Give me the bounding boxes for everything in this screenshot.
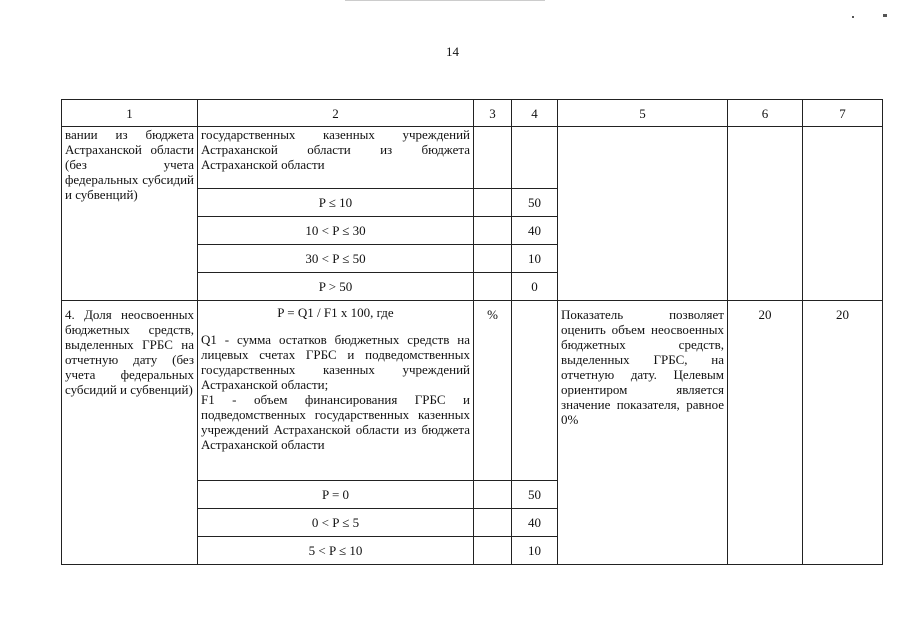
header-cell: 2 bbox=[198, 100, 474, 127]
score-cell bbox=[512, 127, 558, 189]
top-scan-line bbox=[345, 0, 545, 2]
header-cell: 6 bbox=[728, 100, 803, 127]
scan-speck bbox=[883, 14, 887, 17]
unit-cell bbox=[474, 273, 512, 301]
unit-cell bbox=[474, 217, 512, 245]
header-cell: 4 bbox=[512, 100, 558, 127]
indicator-name-cell: вании из бюджета Астраханской области (без учета федеральных субсидий и субвенций) bbox=[62, 127, 198, 301]
condition-cell: P ≤ 10 bbox=[198, 189, 474, 217]
weight-cell bbox=[803, 127, 883, 301]
page-number: 14 bbox=[446, 44, 459, 59]
header-cell: 1 bbox=[62, 100, 198, 127]
description-cell bbox=[558, 127, 728, 301]
unit-cell bbox=[474, 189, 512, 217]
indicator-name-cell: 4. Доля неосвоенных бюджетных средств, выделенных ГРБС на отчетную дату (без учета федеральных субсидий и субвенций) bbox=[62, 301, 198, 565]
formula: P = Q1 / F1 x 100, где bbox=[277, 305, 394, 320]
weight-cell bbox=[728, 127, 803, 301]
condition-cell: P = 0 bbox=[198, 481, 474, 509]
header-cell: 3 bbox=[474, 100, 512, 127]
weight-cell: 20 bbox=[728, 301, 803, 565]
score-cell: 50 bbox=[512, 189, 558, 217]
score-cell: 40 bbox=[512, 217, 558, 245]
table-row bbox=[62, 127, 883, 189]
unit-cell bbox=[474, 481, 512, 509]
unit-cell bbox=[474, 537, 512, 565]
table-row bbox=[62, 301, 883, 481]
score-cell: 0 bbox=[512, 273, 558, 301]
q-description: Q1 - сумма остатков бюджетных средств на лицевых счетах ГРБС и подведомственных государственных казенных учреждений Астраханской области; bbox=[201, 332, 470, 392]
header-cell: 7 bbox=[803, 100, 883, 127]
condition-cell: 10 < P ≤ 30 bbox=[198, 217, 474, 245]
condition-cell: 5 < P ≤ 10 bbox=[198, 537, 474, 565]
score-cell: 50 bbox=[512, 481, 558, 509]
score-cell bbox=[512, 301, 558, 481]
weight-cell: 20 bbox=[803, 301, 883, 565]
condition-cell: P > 50 bbox=[198, 273, 474, 301]
unit-cell bbox=[474, 127, 512, 189]
score-cell: 10 bbox=[512, 245, 558, 273]
method-cell: государственных казенных учреждений Астраханской области из бюджета Астраханской области bbox=[198, 127, 474, 189]
condition-cell: 30 < P ≤ 50 bbox=[198, 245, 474, 273]
unit-cell bbox=[474, 509, 512, 537]
scan-speck bbox=[852, 16, 854, 18]
method-cell bbox=[198, 301, 474, 481]
f-description: F1 - объем финансирования ГРБС и подведомственных государственных казенных учреждений Астраханской области из бюджета Астраханской области bbox=[201, 392, 470, 452]
criteria-table bbox=[61, 99, 883, 565]
score-cell: 10 bbox=[512, 537, 558, 565]
unit-cell bbox=[474, 245, 512, 273]
unit-cell: % bbox=[474, 301, 512, 481]
condition-cell: 0 < P ≤ 5 bbox=[198, 509, 474, 537]
header-row bbox=[62, 100, 883, 127]
description-cell: Показатель позволяет оценить объем неосвоенных бюджетных средств, выделенных ГРБС, на отчетную дату. Целевым ориентиром является значение показателя, равное 0% bbox=[558, 301, 728, 565]
header-cell: 5 bbox=[558, 100, 728, 127]
score-cell: 40 bbox=[512, 509, 558, 537]
